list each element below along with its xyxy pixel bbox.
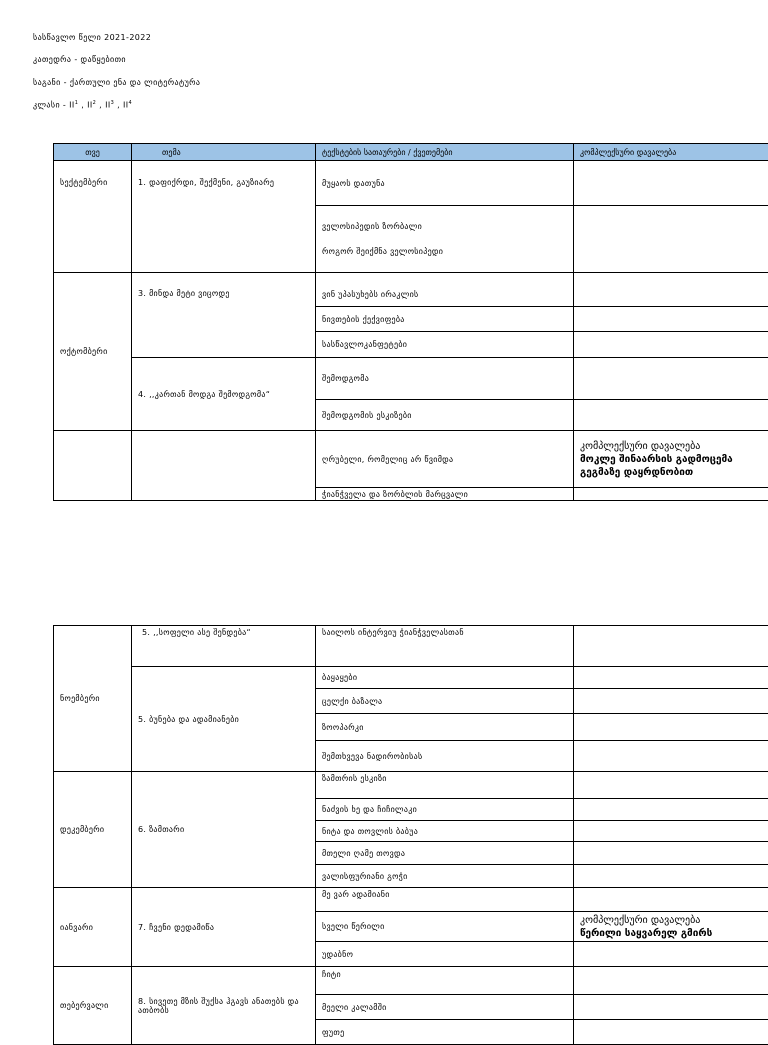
task-cell [574,912,768,942]
task-description: წერილი საყვარელ გმირს [580,928,712,939]
task-cell [574,431,768,488]
text-cell: მე ვარ ადამიანი [316,888,574,912]
text-cell: ღრუბელი, რომელიც არ წვიმდა [316,431,574,488]
table-row [54,273,768,307]
task-cell [574,400,768,431]
text-cell: ვინ უპასუხებს ირაკლის [316,273,574,307]
task-cell [574,888,768,912]
task-cell [574,842,768,865]
task-cell [574,967,768,995]
text-cell: ნივთების ქექვიფება [316,307,574,332]
task-cell [574,667,768,689]
text-cell: ნაძვის ხე და ჩიჩილაკი [316,799,574,821]
text-cell: ველოსიპედის ზორბალი როგორ შეიქმნა ველოსიპედი [316,206,574,273]
table-row [54,888,768,912]
task-cell [574,307,768,332]
table-row [54,967,768,995]
task-description: მოკლე შინაარსის გადმოცემა გეგმაზე დაყრდნობით [580,454,733,478]
topic-4: 4. ,,კართან მოდგა შემოდგომა“ [132,358,316,431]
task-cell [574,626,768,667]
text-cell: მუყაოს დათუნა [316,161,574,206]
class-prefix: კლასი - [33,101,69,110]
text-cell: ჭიანჭველა და ზორბლის მარცვალი [316,488,574,501]
topic-7: 7. ჩვენი დედამიწა [132,888,316,967]
task-cell [574,273,768,307]
table-row [54,358,768,400]
text-cell: ზოოპარკი [316,714,574,741]
month-december: დეკემბერი [54,772,132,888]
topic-1: 1. დაფიქრდი, შექმენი, გაუზიარე [132,161,316,273]
subject: საგანი - ქართული ენა და ლიტერატურა [33,78,200,87]
task-cell [574,942,768,967]
month-november: ნოემბერი [54,626,132,772]
department: კათედრა - დაწყებითი [33,55,126,64]
task-cell [574,161,768,206]
text-cell: უდაბნო [316,942,574,967]
class-line: კლასი - $II^1$ , $II^2$ , $II^3$ , $II^4$ [33,100,132,110]
text-cell: შემოდგომა [316,358,574,400]
text-cell: შემოდგომის ესკიზები [316,400,574,431]
task-cell [574,206,768,273]
task-cell [574,821,768,842]
text-cell: ჩიტი [316,967,574,995]
text-cell: სასწავლოკანფეტები [316,332,574,358]
school-year: სასწავლო წელი 2021-2022 [33,33,151,42]
task-cell [574,772,768,799]
task-cell [574,358,768,400]
table-row [54,161,768,206]
table-row [54,667,768,689]
task-cell [574,1020,768,1045]
task-label: კომპლექსური დავალება [580,440,768,453]
text-cell: ნიტა და თოვლის ბაბუა [316,821,574,842]
month-october: ოქტომბერი [54,273,132,431]
text-cell: მთელი ღამე თოვდა [316,842,574,865]
table-row [54,772,768,799]
topic-3: 3. მინდა მეტი ვიცოდე [132,273,316,358]
topic-5b: 5. ბუნება და ადამიანები [132,667,316,772]
month-january: იანვარი [54,888,132,967]
task-cell [574,689,768,714]
task-cell [574,714,768,741]
month-empty [54,431,132,501]
header-topic: თემა [132,144,316,161]
text-cell: ცელქი ბაზალა [316,689,574,714]
topic-6: 6. ზამთარი [132,772,316,888]
curriculum-table-1 [53,143,768,501]
header-row [54,144,768,161]
header-task: კომპლექსური დავალება [574,144,768,161]
text-cell: ფუთე [316,1020,574,1045]
header-month: თვე [54,144,132,161]
task-cell [574,741,768,772]
task-cell [574,995,768,1020]
text-cell: ვალისფურიანი გოჭი [316,865,574,888]
text-cell: ზამთრის ესკიზი [316,772,574,799]
text-cell: მეელი კალამში [316,995,574,1020]
topic-empty [132,431,316,501]
text-cell: საილოს ინტერვიუ ჭიანჭველასთან [316,626,574,667]
task-label: კომპლექსური დავალება [580,914,768,927]
month-february: თებერვალი [54,967,132,1045]
task-cell [574,488,768,501]
text-cell: შემთხვევა ნადირობისას [316,741,574,772]
month-september: სექტემბერი [54,161,132,273]
table-row [54,431,768,488]
text-cell: სველი წერილი [316,912,574,942]
topic-5: 5. ,,სოფელი ასე შენდება“ [132,626,316,667]
topic-8: 8. სივეთე მზის შუქსა ჰგავს ანათებს და ათბობს [132,967,316,1045]
task-cell [574,332,768,358]
task-cell [574,799,768,821]
curriculum-table-2 [53,625,768,1045]
table-row [54,626,768,667]
text-cell: ბაყაყები [316,667,574,689]
header-texts: ტექსტების სათაურები / ქვეთემები [316,144,574,161]
task-cell [574,865,768,888]
